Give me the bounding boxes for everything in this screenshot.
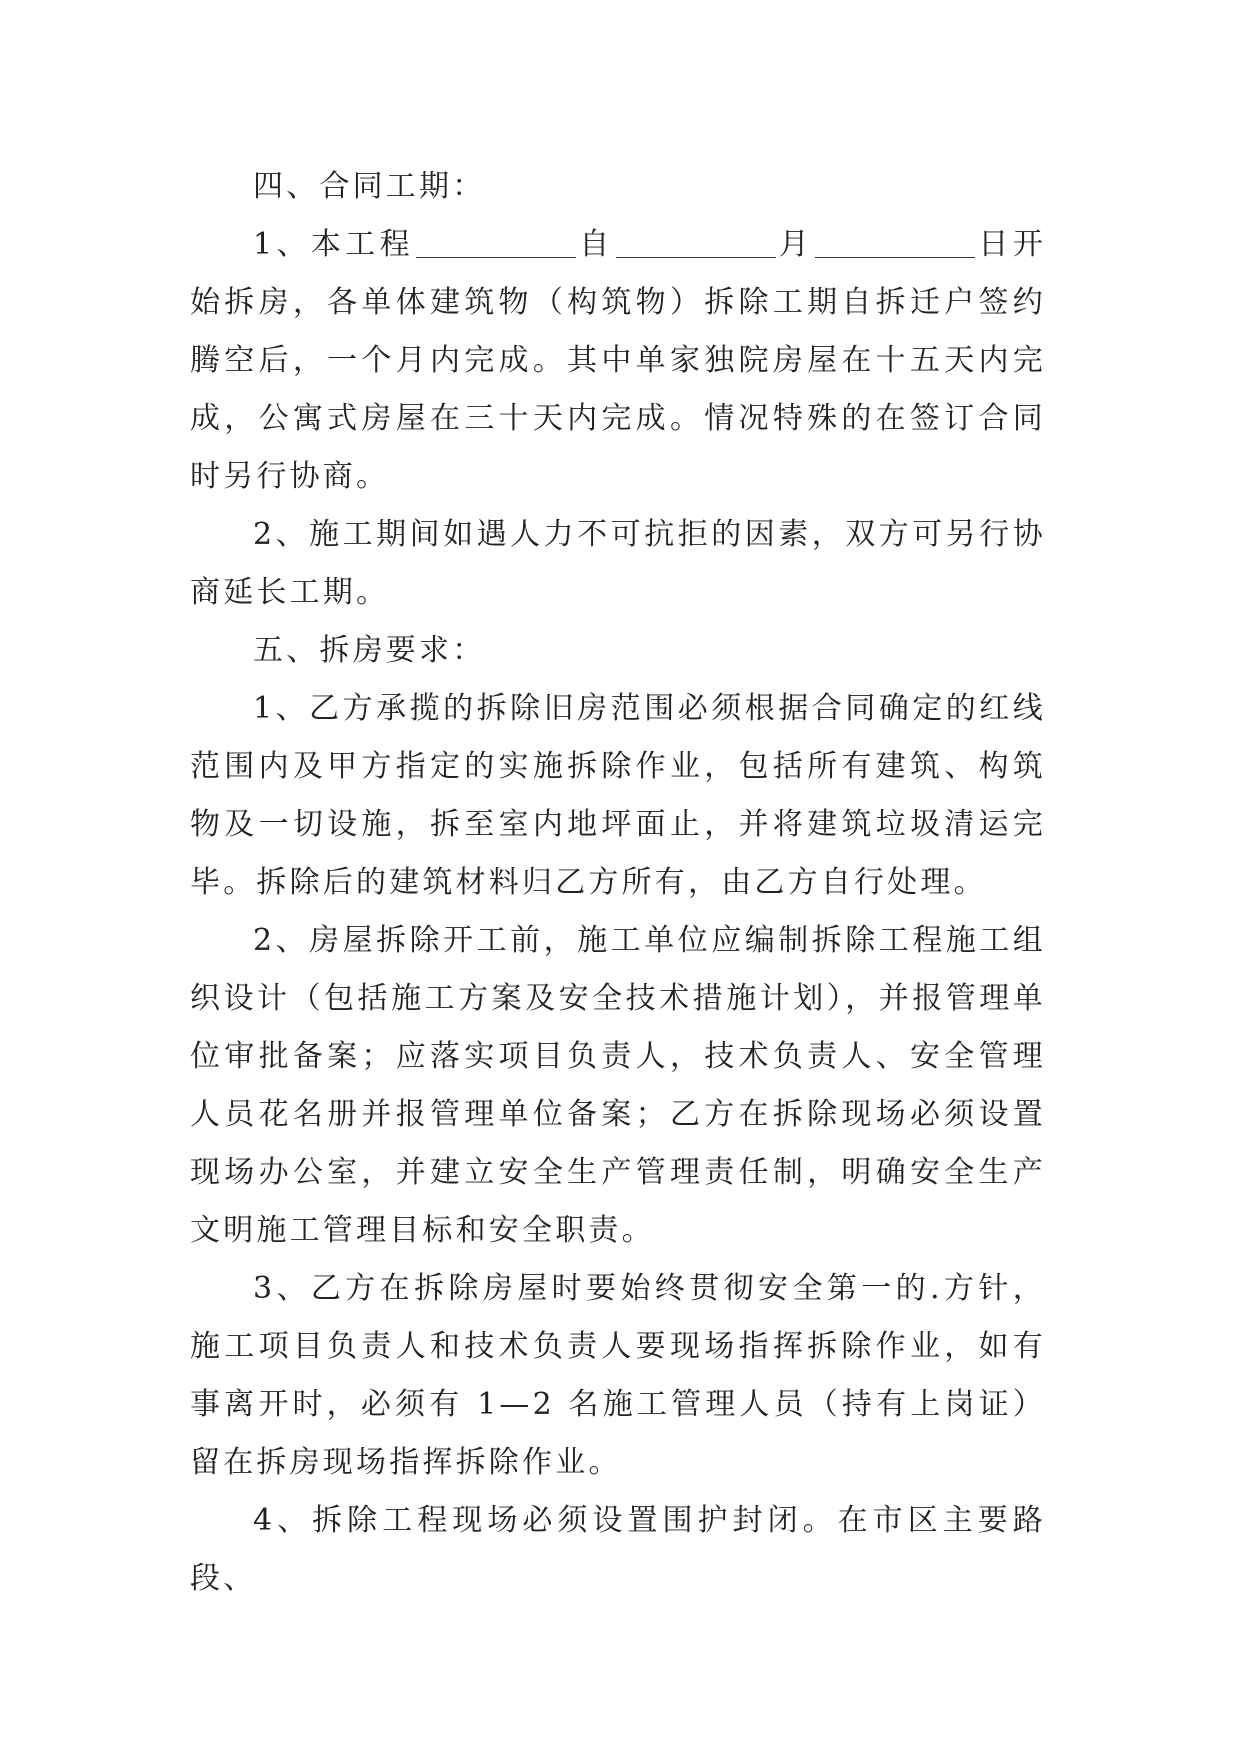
section5-heading: 五、拆房要求： xyxy=(253,633,486,668)
item1-month: 月 xyxy=(777,227,814,262)
blank-start-day xyxy=(815,227,975,258)
blank-start-month xyxy=(616,227,776,258)
item1-rest: 日开始拆房，各单体建筑物（构筑物）拆除工期自拆迁户签约腾空后，一个月内完成。其中单家独院房屋在十五天内完成，公寓式房屋在三十天内完成。情况特殊的在签订合同时另行协商。 xyxy=(190,227,1047,494)
document-body xyxy=(190,158,1046,1608)
section4-item1 xyxy=(190,216,1046,506)
section5-item3: 3、乙方在拆除房屋时要始终贯彻安全第一的.方针，施工项目负责人和技术负责人要现场指挥拆除作业，如有事离开时，必须有 1—2 名施工管理人员（持有上岗证）留在拆房现场指挥拆除作业。 xyxy=(190,1271,1046,1480)
section5-item1: 1、乙方承揽的拆除旧房范围必须根据合同确定的红线范围内及甲方指定的实施拆除作业，包括所有建筑、构筑物及一切设施，拆至室内地坪面止，并将建筑垃圾清运完毕。拆除后的建筑材料归乙方所有，由乙方自行处理。 xyxy=(190,691,1046,900)
section4-item2: 2、施工期间如遇人力不可抗拒的因素，双方可另行协商延长工期。 xyxy=(190,517,1046,610)
item1-from: 自 xyxy=(578,227,614,262)
item1-prefix: 1、本工程 xyxy=(253,227,415,262)
blank-start-year xyxy=(416,227,576,258)
section5-item2: 2、房屋拆除开工前，施工单位应编制拆除工程施工组织设计（包括施工方案及安全技术措施计划），并报管理单位审批备案；应落实项目负责人，技术负责人、安全管理人员花名册并报管理单位备案；乙方在拆除现场必须设置现场办公室，并建立安全生产管理责任制，明确安全生产文明施工管理目标和安全职责。 xyxy=(190,923,1046,1248)
section5-item4: 4、拆除工程现场必须设置围护封闭。在市区主要路段、 xyxy=(190,1503,1046,1596)
section4-heading: 四、合同工期： xyxy=(253,169,486,204)
